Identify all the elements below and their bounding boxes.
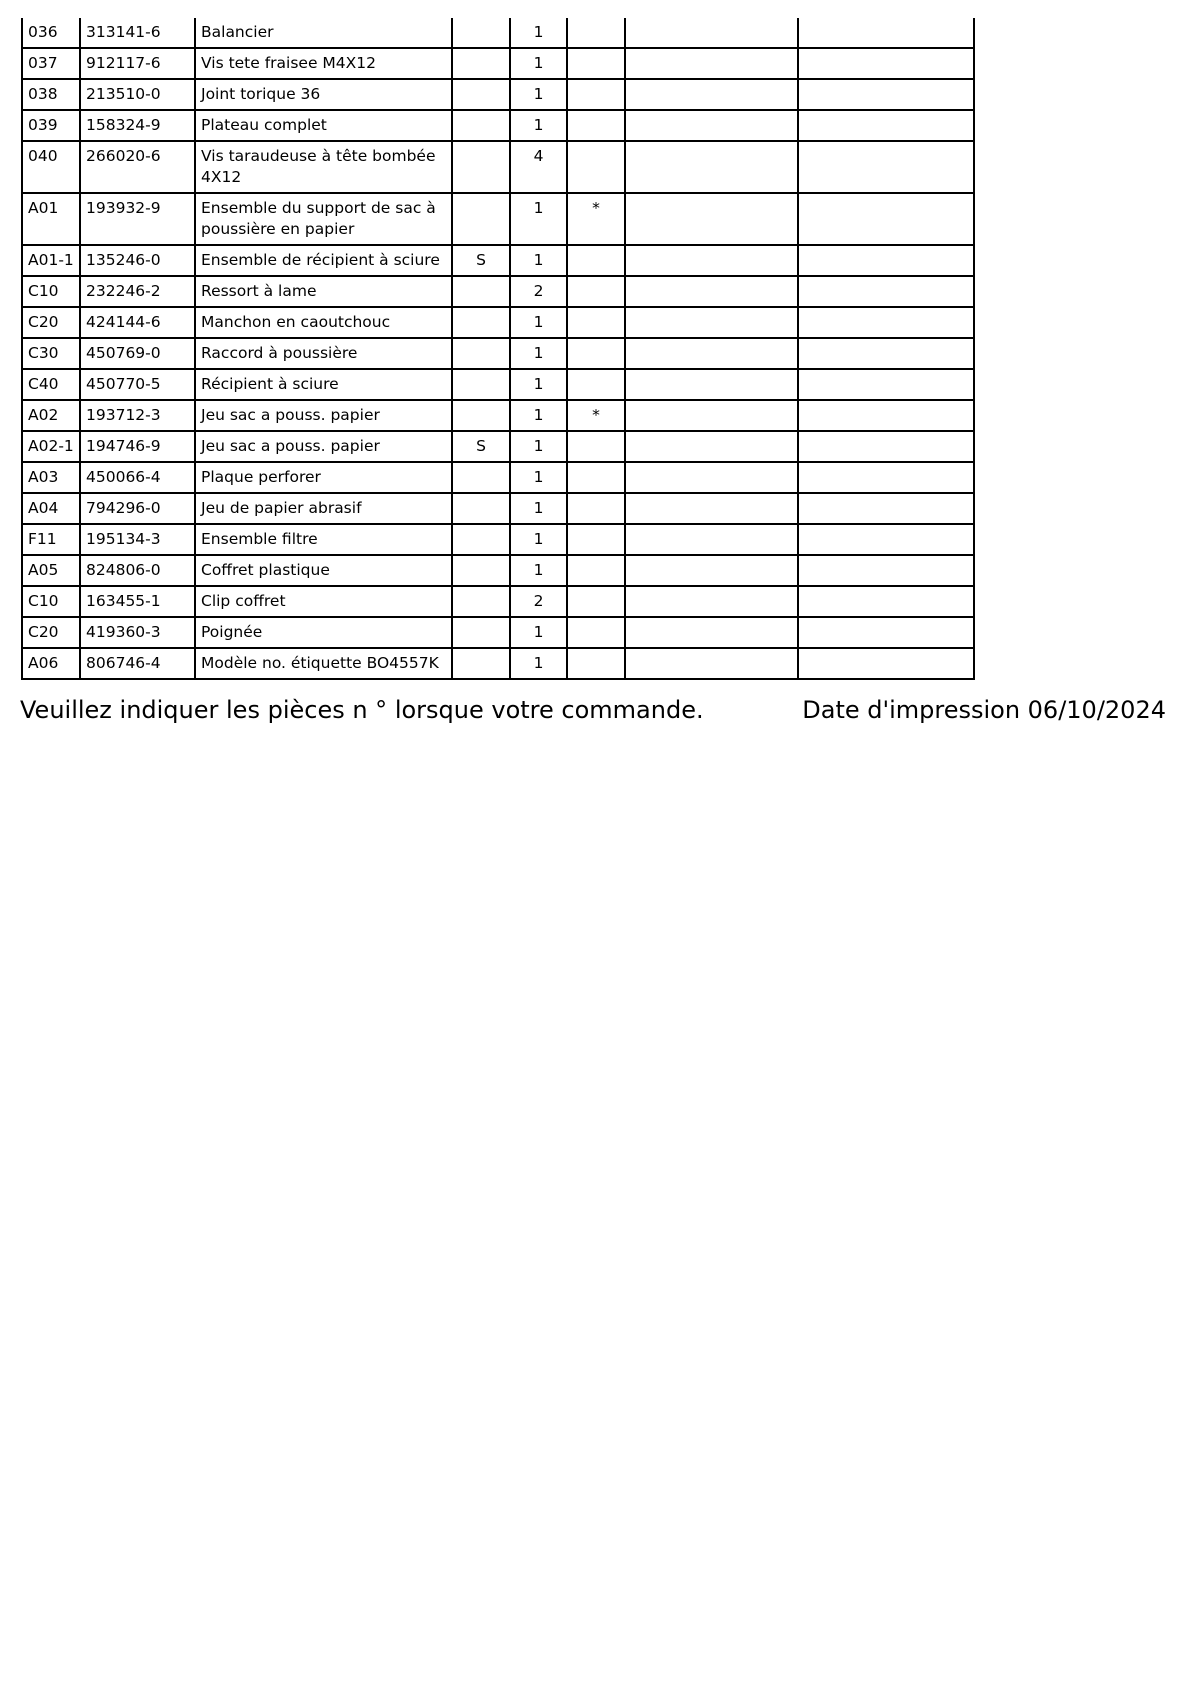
cell-ref: C10: [22, 586, 80, 617]
cell-flag: [452, 555, 510, 586]
cell-quantity: 1: [510, 245, 567, 276]
cell-mark: [567, 338, 625, 369]
cell-part-number: 213510-0: [80, 79, 195, 110]
cell-flag: [452, 193, 510, 245]
cell-ref: 038: [22, 79, 80, 110]
cell-part-number: 419360-3: [80, 617, 195, 648]
cell-description: Vis taraudeuse à tête bombée 4X12: [195, 141, 452, 193]
table-row: [22, 276, 974, 307]
cell-empty: [625, 524, 798, 555]
cell-empty: [625, 431, 798, 462]
table-row: [22, 110, 974, 141]
table-row: [22, 431, 974, 462]
cell-ref: 040: [22, 141, 80, 193]
cell-quantity: 1: [510, 18, 567, 48]
parts-table-body: [22, 18, 974, 679]
cell-empty: [625, 586, 798, 617]
cell-quantity: 1: [510, 462, 567, 493]
cell-part-number: 266020-6: [80, 141, 195, 193]
cell-mark: [567, 462, 625, 493]
cell-part-number: 794296-0: [80, 493, 195, 524]
table-row: [22, 245, 974, 276]
cell-empty: [798, 18, 974, 48]
cell-mark: [567, 307, 625, 338]
cell-empty: [798, 307, 974, 338]
cell-mark: [567, 141, 625, 193]
cell-description: Ensemble du support de sac à poussière en papier: [195, 193, 452, 245]
cell-part-number: 450066-4: [80, 462, 195, 493]
cell-mark: [567, 48, 625, 79]
cell-empty: [798, 555, 974, 586]
cell-empty: [625, 276, 798, 307]
cell-quantity: 1: [510, 648, 567, 679]
table-row: [22, 493, 974, 524]
cell-ref: A01: [22, 193, 80, 245]
cell-part-number: 313141-6: [80, 18, 195, 48]
cell-mark: [567, 586, 625, 617]
cell-quantity: 4: [510, 141, 567, 193]
cell-part-number: 158324-9: [80, 110, 195, 141]
cell-flag: [452, 369, 510, 400]
cell-ref: A04: [22, 493, 80, 524]
cell-description: Ensemble filtre: [195, 524, 452, 555]
cell-ref: A03: [22, 462, 80, 493]
cell-empty: [625, 369, 798, 400]
cell-part-number: 194746-9: [80, 431, 195, 462]
cell-description: Récipient à sciure: [195, 369, 452, 400]
table-row: [22, 307, 974, 338]
cell-mark: [567, 245, 625, 276]
cell-flag: [452, 276, 510, 307]
cell-empty: [798, 586, 974, 617]
cell-mark: [567, 18, 625, 48]
table-row: [22, 400, 974, 431]
cell-flag: [452, 617, 510, 648]
cell-ref: 036: [22, 18, 80, 48]
table-row: [22, 524, 974, 555]
table-row: [22, 648, 974, 679]
cell-mark: [567, 369, 625, 400]
table-row: [22, 586, 974, 617]
cell-empty: [625, 307, 798, 338]
cell-mark: [567, 648, 625, 679]
cell-empty: [625, 617, 798, 648]
cell-empty: [625, 79, 798, 110]
cell-mark: [567, 493, 625, 524]
cell-empty: [798, 369, 974, 400]
cell-quantity: 1: [510, 431, 567, 462]
cell-empty: [625, 48, 798, 79]
cell-part-number: 193712-3: [80, 400, 195, 431]
cell-flag: [452, 110, 510, 141]
cell-flag: S: [452, 245, 510, 276]
cell-ref: F11: [22, 524, 80, 555]
cell-ref: A06: [22, 648, 80, 679]
cell-ref: C10: [22, 276, 80, 307]
cell-description: Plateau complet: [195, 110, 452, 141]
table-row: [22, 369, 974, 400]
cell-mark: [567, 431, 625, 462]
cell-mark: *: [567, 193, 625, 245]
cell-quantity: 1: [510, 400, 567, 431]
cell-quantity: 1: [510, 369, 567, 400]
cell-description: Ensemble de récipient à sciure: [195, 245, 452, 276]
table-row: [22, 462, 974, 493]
cell-flag: [452, 586, 510, 617]
cell-part-number: 135246-0: [80, 245, 195, 276]
cell-flag: [452, 141, 510, 193]
cell-empty: [625, 555, 798, 586]
cell-empty: [798, 493, 974, 524]
cell-mark: [567, 524, 625, 555]
cell-description: Jeu sac a pouss. papier: [195, 400, 452, 431]
cell-description: Plaque perforer: [195, 462, 452, 493]
cell-empty: [798, 245, 974, 276]
cell-part-number: 912117-6: [80, 48, 195, 79]
print-date: Date d'impression 06/10/2024: [802, 696, 1166, 724]
table-row: [22, 48, 974, 79]
cell-flag: [452, 48, 510, 79]
cell-part-number: 163455-1: [80, 586, 195, 617]
cell-empty: [798, 110, 974, 141]
cell-mark: [567, 617, 625, 648]
cell-flag: S: [452, 431, 510, 462]
cell-description: Jeu de papier abrasif: [195, 493, 452, 524]
cell-ref: 037: [22, 48, 80, 79]
cell-quantity: 1: [510, 79, 567, 110]
cell-description: Manchon en caoutchouc: [195, 307, 452, 338]
cell-part-number: 193932-9: [80, 193, 195, 245]
cell-empty: [625, 462, 798, 493]
cell-quantity: 2: [510, 586, 567, 617]
cell-description: Modèle no. étiquette BO4557K: [195, 648, 452, 679]
cell-flag: [452, 79, 510, 110]
cell-mark: [567, 555, 625, 586]
cell-empty: [798, 79, 974, 110]
cell-mark: [567, 276, 625, 307]
cell-empty: [625, 400, 798, 431]
cell-part-number: 450770-5: [80, 369, 195, 400]
cell-quantity: 1: [510, 110, 567, 141]
table-row: [22, 79, 974, 110]
cell-flag: [452, 524, 510, 555]
cell-ref: C20: [22, 617, 80, 648]
cell-quantity: 1: [510, 338, 567, 369]
cell-part-number: 195134-3: [80, 524, 195, 555]
table-row: [22, 555, 974, 586]
cell-quantity: 1: [510, 493, 567, 524]
cell-empty: [798, 524, 974, 555]
cell-ref: C40: [22, 369, 80, 400]
cell-empty: [625, 493, 798, 524]
cell-part-number: 824806-0: [80, 555, 195, 586]
cell-empty: [798, 338, 974, 369]
cell-part-number: 424144-6: [80, 307, 195, 338]
table-row: [22, 18, 974, 48]
cell-ref: A02-1: [22, 431, 80, 462]
table-row: [22, 193, 974, 245]
cell-empty: [625, 18, 798, 48]
cell-quantity: 1: [510, 555, 567, 586]
cell-ref: C30: [22, 338, 80, 369]
table-row: [22, 338, 974, 369]
table-row: [22, 617, 974, 648]
cell-empty: [798, 462, 974, 493]
cell-empty: [798, 48, 974, 79]
cell-quantity: 1: [510, 617, 567, 648]
table-row: [22, 141, 974, 193]
cell-flag: [452, 462, 510, 493]
cell-mark: *: [567, 400, 625, 431]
cell-part-number: 450769-0: [80, 338, 195, 369]
cell-mark: [567, 79, 625, 110]
cell-description: Poignée: [195, 617, 452, 648]
cell-quantity: 1: [510, 524, 567, 555]
cell-empty: [798, 400, 974, 431]
cell-flag: [452, 338, 510, 369]
cell-flag: [452, 648, 510, 679]
cell-description: Ressort à lame: [195, 276, 452, 307]
cell-part-number: 232246-2: [80, 276, 195, 307]
cell-empty: [798, 617, 974, 648]
cell-quantity: 1: [510, 193, 567, 245]
cell-ref: C20: [22, 307, 80, 338]
cell-description: Jeu sac a pouss. papier: [195, 431, 452, 462]
cell-empty: [798, 431, 974, 462]
cell-description: Clip coffret: [195, 586, 452, 617]
cell-description: Vis tete fraisee M4X12: [195, 48, 452, 79]
cell-empty: [625, 648, 798, 679]
cell-empty: [798, 648, 974, 679]
parts-table: [21, 18, 975, 680]
cell-empty: [625, 110, 798, 141]
cell-flag: [452, 493, 510, 524]
cell-ref: A02: [22, 400, 80, 431]
cell-empty: [798, 141, 974, 193]
cell-description: Balancier: [195, 18, 452, 48]
cell-quantity: 1: [510, 48, 567, 79]
cell-ref: A05: [22, 555, 80, 586]
cell-quantity: 1: [510, 307, 567, 338]
cell-flag: [452, 400, 510, 431]
cell-empty: [798, 276, 974, 307]
cell-ref: A01-1: [22, 245, 80, 276]
cell-description: Raccord à poussière: [195, 338, 452, 369]
cell-flag: [452, 307, 510, 338]
cell-empty: [625, 141, 798, 193]
cell-description: Coffret plastique: [195, 555, 452, 586]
order-note: Veuillez indiquer les pièces n ° lorsque votre commande.: [20, 696, 704, 724]
cell-empty: [798, 193, 974, 245]
cell-quantity: 2: [510, 276, 567, 307]
cell-empty: [625, 193, 798, 245]
cell-description: Joint torique 36: [195, 79, 452, 110]
cell-mark: [567, 110, 625, 141]
cell-empty: [625, 245, 798, 276]
cell-ref: 039: [22, 110, 80, 141]
cell-empty: [625, 338, 798, 369]
cell-flag: [452, 18, 510, 48]
cell-part-number: 806746-4: [80, 648, 195, 679]
